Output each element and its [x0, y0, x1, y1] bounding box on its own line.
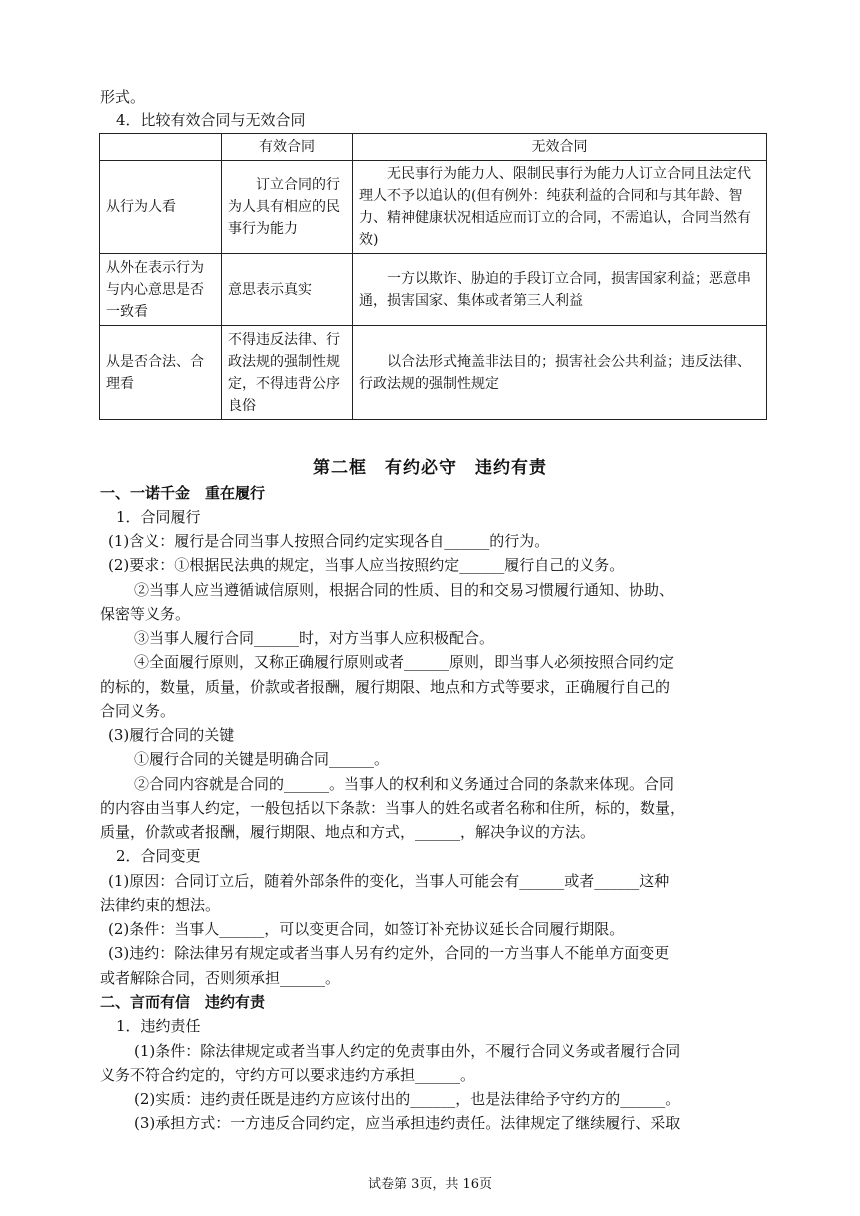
text-line: (2)实质：违约责任既是违约方应该付出的______，也是法律给予守约方的______。: [134, 1090, 681, 1108]
text-line: 或者解除合同，否则须承担______。: [100, 969, 341, 987]
text-line: 保密等义务。: [100, 605, 191, 623]
table-cell: 不得违反法律、行政法规的强制性规定，不得违背公序良俗: [222, 326, 353, 420]
text-line: 法律约束的想法。: [100, 896, 221, 914]
table-cell: 从外在表示行为与内心意思是否一致看: [100, 254, 222, 326]
section-heading: 4．比较有效合同与无效合同: [116, 111, 306, 129]
table-row: [100, 254, 767, 326]
table-header-cell: 有效合同: [222, 134, 353, 161]
text-line: (1)含义：履行是合同当事人按照合同约定实现各自______的行为。: [108, 532, 550, 550]
comparison-table: [99, 133, 767, 420]
table-header-cell: 无效合同: [353, 134, 767, 161]
text-line: (1)条件：除法律规定或者当事人约定的免责事由外，不履行合同义务或者履行合同: [134, 1042, 681, 1060]
text-line: (3)承担方式：一方违反合同约定，应当承担违约责任。法律规定了继续履行、采取: [134, 1114, 681, 1132]
table-cell: 订立合同的行为人具有相应的民事行为能力: [222, 161, 353, 254]
table-cell: 从行为人看: [100, 161, 222, 254]
text-line: (3)违约：除法律另有规定或者当事人另有约定外，合同的一方当事人不能单方面变更: [108, 944, 670, 962]
heading: 一、一诺千金 重在履行: [100, 484, 266, 502]
text-line: ②合同内容就是合同的______。当事人的权利和义务通过合同的条款来体现。合同: [134, 775, 675, 793]
table-cell: 从是否合法、合理看: [100, 326, 222, 420]
text-line: 的标的，数量，质量，价款或者报酬，履行期限、地点和方式等要求，正确履行自己的: [100, 678, 671, 696]
table-cell: 一方以欺诈、胁迫的手段订立合同，损害国家利益；恶意串通，损害国家、集体或者第三人利益: [353, 254, 767, 326]
text-line: 形式。: [100, 88, 146, 106]
text-line: (2)要求：①根据民法典的规定，当事人应当按照约定______履行自己的义务。: [108, 556, 625, 574]
table-cell: 以合法形式掩盖非法目的；损害社会公共利益；违反法律、行政法规的强制性规定: [353, 326, 767, 420]
text-line: (2)条件：当事人______，可以变更合同，如签订补充协议延长合同履行期限。: [108, 920, 625, 938]
text-line: ③当事人履行合同______时，对方当事人应积极配合。: [134, 629, 495, 647]
subheading: 2．合同变更: [116, 847, 201, 865]
text-line: 合同义务。: [100, 702, 176, 720]
text-line: (3)履行合同的关键: [108, 726, 235, 744]
table-row: [100, 161, 767, 254]
subheading: 1．违约责任: [116, 1017, 201, 1035]
text-line: ②当事人应当遵循诚信原则，根据合同的性质、目的和交易习惯履行通知、协助、: [134, 581, 675, 599]
table-header-cell: [100, 134, 222, 161]
text-line: 质量，价款或者报酬，履行期限、地点和方式，______，解决争议的方法。: [100, 823, 596, 841]
table-cell: 意思表示真实: [222, 254, 353, 326]
section-title: 第二框 有约必守 违约有责: [313, 458, 547, 478]
text-line: 的内容由当事人约定，一般包括以下条款：当事人的姓名或者名称和住所，标的，数量，: [100, 799, 686, 817]
table-header-row: [100, 134, 767, 161]
text-line: 义务不符合约定的，守约方可以要求违约方承担______。: [100, 1066, 476, 1084]
table-row: [100, 326, 767, 420]
subheading: 1．合同履行: [116, 508, 201, 526]
table-cell: 无民事行为能力人、限制民事行为能力人订立合同且法定代理人不予以追认的(但有例外：纯获利益的合同和与其年龄、智力、精神健康状况相适应而订立的合同，不需追认，合同当然有效): [353, 161, 767, 254]
text-line: ④全面履行原则，又称正确履行原则或者______原则，即当事人必须按照合同约定: [134, 653, 675, 671]
heading: 二、言而有信 违约有责: [100, 993, 266, 1011]
text-line: ①履行合同的关键是明确合同______。: [134, 750, 390, 768]
page-footer: 试卷第 3页，共 16页: [367, 1177, 493, 1192]
text-line: (1)原因：合同订立后，随着外部条件的变化，当事人可能会有______或者______这种: [108, 872, 670, 890]
